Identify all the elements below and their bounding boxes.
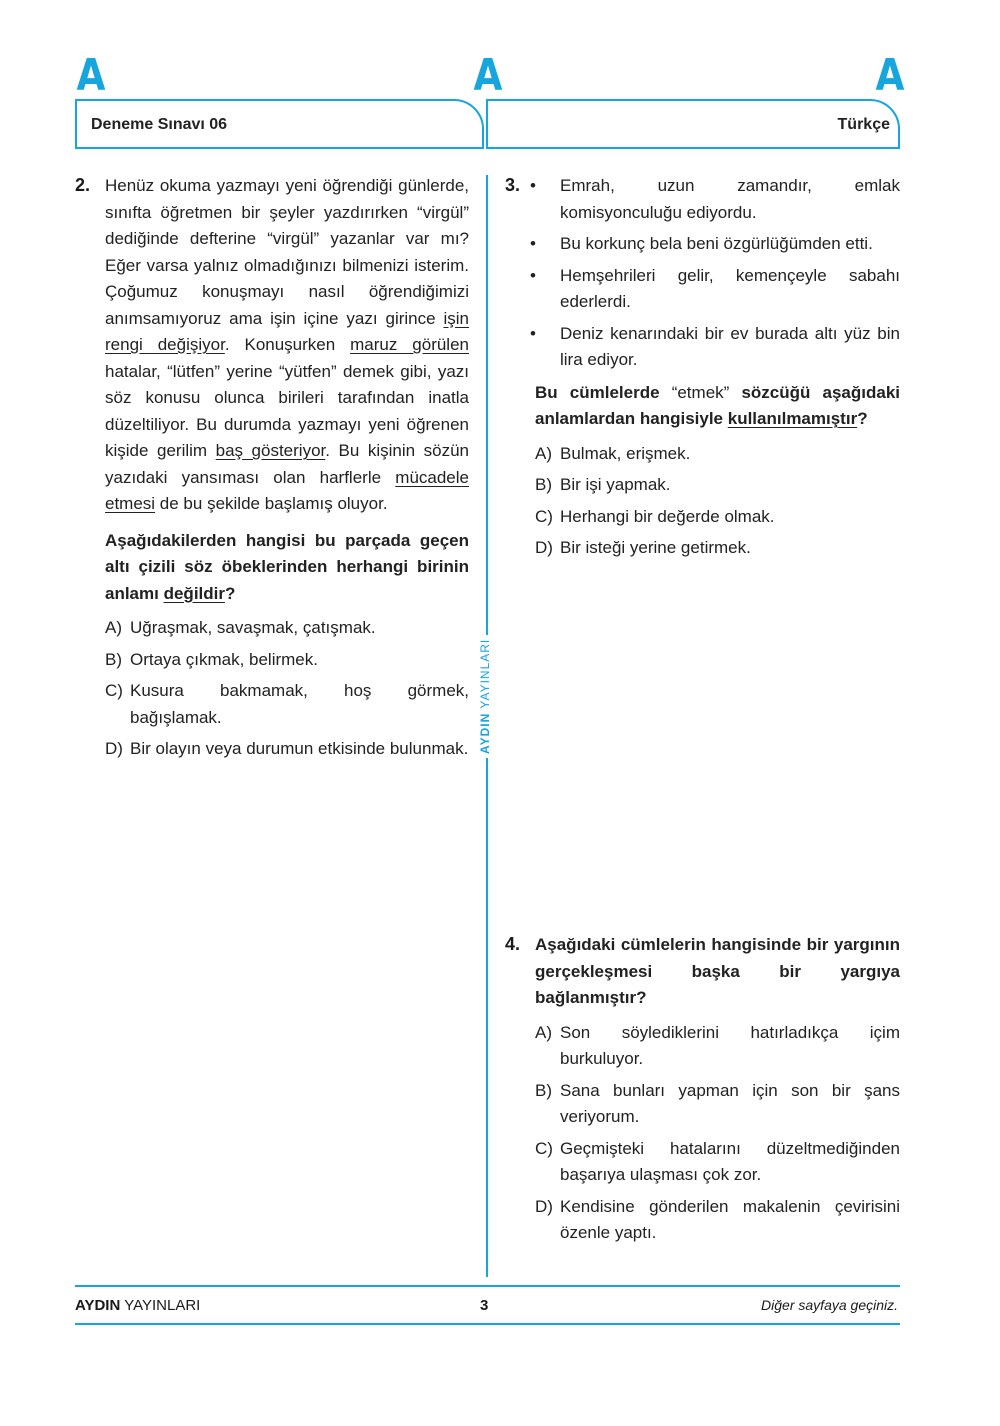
footer-brand: AYDIN YAYINLARI <box>75 1297 201 1314</box>
question-4 <box>535 932 900 1247</box>
q3-bullet-4: • Deniz kenarındaki bir ev burada altı yüz bin lira ediyor. <box>530 323 900 369</box>
q4-option-a[interactable]: A) Son söylediklerini hatırladıkça içim burkuluyor. <box>535 1022 900 1068</box>
question-3-number: 3. <box>505 175 521 195</box>
q4-option-c[interactable]: C) Geçmişteki hatalarını düzeltmediğinden başarıya ulaşması çok zor. <box>535 1138 900 1184</box>
footer-bottom-rule <box>75 1323 900 1325</box>
underlined-phrase-4: mücadele etmesi <box>105 467 469 513</box>
q3-bullet-3: • Hemşehrileri gelir, kemençeyle sabahı ederlerdi. <box>530 265 900 311</box>
exam-title: Deneme Sınavı 06 <box>91 116 228 133</box>
q3-option-a[interactable]: A) Bulmak, erişmek. <box>535 443 691 463</box>
underlined-phrase-3: baş gösteriyor <box>215 441 326 460</box>
question-2-passage: Henüz okuma yazmayı yeni öğrendiği günlerde, sınıfta öğretmen bir şeyler yazdırırken “virgül” dediğinde defterine “virgül” yazanlar var mı? Eğer varsa yalnız olmadığınızı bilmenizi isterim. Çoğumuz konuşmayı nasıl öğrendiğimizi anımsamıyoruz ama işin içine yazı girince işin rengi değişiyor. Konuşurken maruz görülen hatalar, “lütfen” yerine “yütfen” demek gibi, yazı söz konusu olunca birileri tarafından inatla düzeltiliyor. Bu durumda yazmayı yeni öğrenen kişide gerilim baş gösteriyor. Bu kişinin sözün yazıdaki yansıması olan harflerle mücadele etmesi de bu şekilde başlamış oluyor. <box>105 176 469 513</box>
question-2-number: 2. <box>75 175 91 195</box>
next-page-note: Diğer sayfaya geçiniz. <box>761 1297 898 1313</box>
q2-option-b[interactable]: B) Ortaya çıkmak, belirmek. <box>105 649 318 669</box>
question-4-number: 4. <box>505 934 521 954</box>
q3-option-c[interactable]: C) Herhangi bir değerde olmak. <box>535 506 775 526</box>
question-3 <box>530 173 900 562</box>
question-2 <box>105 173 469 763</box>
q4-option-d[interactable]: D) Kendisine gönderilen makalenin çevirisini özenle yaptı. <box>535 1196 900 1242</box>
side-brand: AYDIN YAYINLARI <box>478 635 492 758</box>
underlined-phrase-2: maruz görülen <box>350 335 469 354</box>
question-4-stem: Aşağıdaki cümlelerin hangisinde bir yargının gerçekleşmesi başka bir yargıya bağlanmıştır? <box>535 935 900 1007</box>
q2-option-c[interactable]: C) Kusura bakmamak, hoş görmek, bağışlamak. <box>105 681 469 727</box>
question-3-bullets <box>530 173 900 374</box>
q3-option-b[interactable]: B) Bir işi yapmak. <box>535 475 671 494</box>
footer-top-rule <box>75 1285 900 1287</box>
q4-option-b[interactable]: B) Sana bunları yapman için son bir şans veriyorum. <box>535 1080 900 1126</box>
booklet-letter-center: A <box>473 50 503 101</box>
question-3-stem: Bu cümlelerde “etmek” sözcüğü aşağıdaki anlamlardan hangisiyle kullanılmamıştır? <box>535 382 900 428</box>
page-number: 3 <box>480 1297 489 1314</box>
q3-bullet-1: • Emrah, uzun zamandır, emlak komisyonculuğu ediyordu. <box>530 176 900 222</box>
underlined-phrase-1: işin rengi değişiyor <box>105 308 469 354</box>
q2-option-d[interactable]: D) Bir olayın veya durumun etkisinde bulunmak. <box>105 739 469 758</box>
q3-bullet-2: • Bu korkunç bela beni özgürlüğümden etti. <box>530 234 873 253</box>
booklet-letter-left: A <box>76 50 106 101</box>
booklet-letter-right: A <box>875 50 905 101</box>
subject-title: Türkçe <box>837 116 890 133</box>
q2-option-a[interactable]: A) Uğraşmak, savaşmak, çatışmak. <box>105 618 376 637</box>
question-2-stem: Aşağıdakilerden hangisi bu parçada geçen altı çizili söz öbeklerinden herhangi birinin anlamı değildir? <box>105 530 469 603</box>
q3-option-d[interactable]: D) Bir isteği yerine getirmek. <box>535 538 751 557</box>
